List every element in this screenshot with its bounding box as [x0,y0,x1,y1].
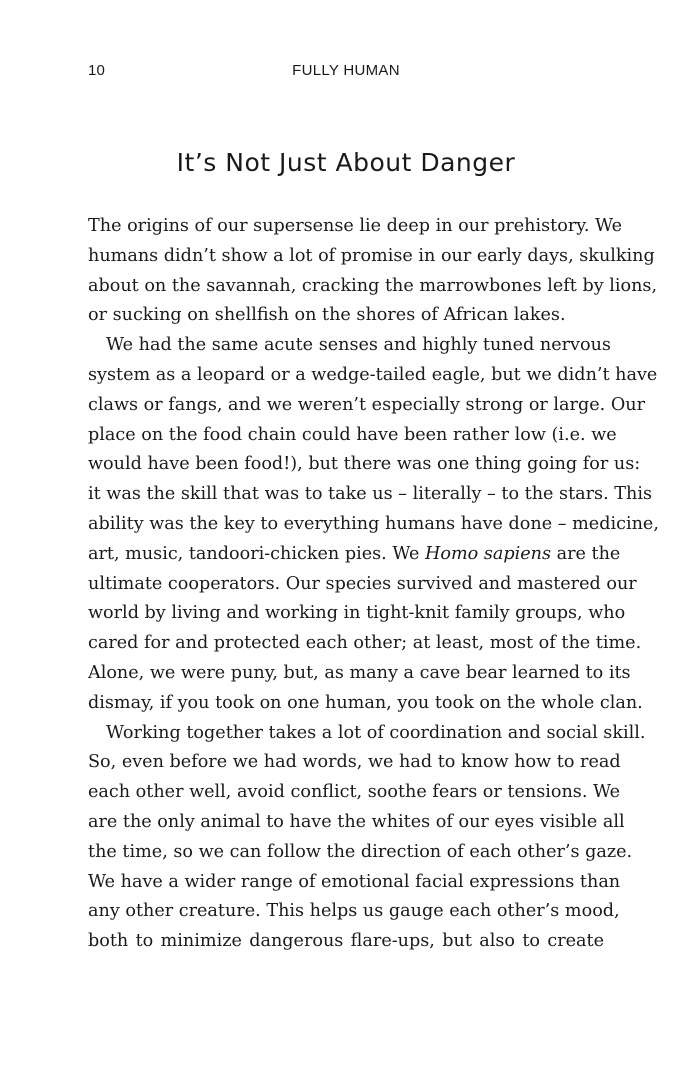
text-line: each other well, avoid conflict, soothe fears or tensions. We [88,782,621,803]
text-line: both to minimize dangerous flare-ups, but also to create [88,931,604,952]
text-line: or sucking on shellfish on the shores of African lakes. [88,305,566,326]
text-run: are the [551,543,621,564]
text-line: ability was the key to everything humans have done – medicine, [88,513,659,534]
text-line: the time, so we can follow the direction of each other’s gaze. [88,841,633,862]
text-line: it was the skill that was to take us – literally – to the stars. This [88,484,652,505]
italic-term: Homo sapiens [425,543,551,564]
text-line: place on the food chain could have been rather low (i.e. we [88,424,617,445]
running-title: FULLY HUMAN [292,62,400,79]
text-line-with-italic [88,540,621,570]
text-line: are the only animal to have the whites of our eyes visible all [88,811,625,832]
text-line: any other creature. This helps us gauge each other’s mood, [88,901,620,922]
text-line: dismay, if you took on one human, you took on the whole clan. [88,692,643,713]
text-line: ultimate cooperators. Our species survived and mastered our [88,573,637,594]
text-line: world by living and working in tight-knit family groups, who [88,603,626,624]
page-number: 10 [88,62,106,79]
text-line: The origins of our supersense lie deep in our prehistory. We [88,216,623,236]
running-header [88,62,604,86]
text-line: humans didn’t show a lot of promise in our early days, skulking [88,245,655,266]
text-line: Alone, we were puny, but, as many a cave bear learned to its [88,662,631,683]
text-line: system as a leopard or a wedge-tailed eagle, but we didn’t have [88,364,658,385]
body-text [88,212,659,957]
text-line: We have a wider range of emotional facial expressions than [88,871,621,892]
text-run: art, music, tandoori-chicken pies. We [88,543,426,564]
text-line: Working together takes a lot of coordination and social skill. [106,722,646,743]
text-line: cared for and protected each other; at least, most of the time. [88,633,642,654]
text-line: We had the same acute senses and highly tuned nervous [106,335,611,356]
text-line: claws or fangs, and we weren’t especially strong or large. Our [88,394,645,415]
section-heading: It’s Not Just About Danger [176,148,516,177]
text-line: would have been food!), but there was one thing going for us: [88,454,641,475]
text-line: about on the savannah, cracking the marrowbones left by lions, [88,275,658,296]
text-line: So, even before we had words, we had to know how to read [88,752,621,773]
